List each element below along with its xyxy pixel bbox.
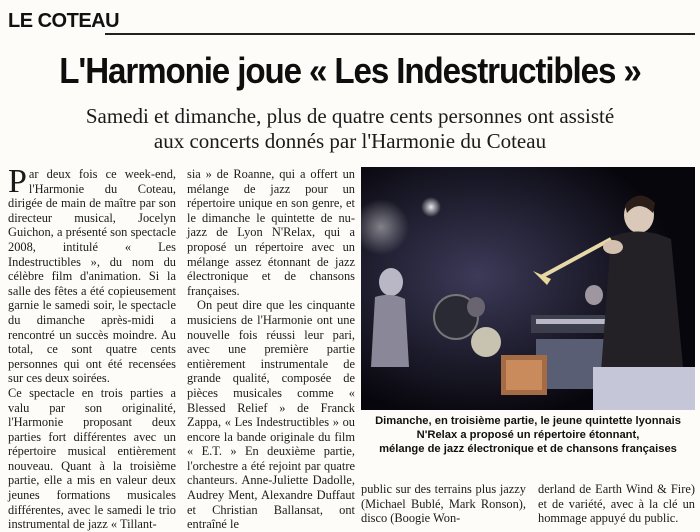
article-column-1 (8, 163, 176, 532)
concert-photo (361, 167, 695, 410)
deck-line-2: aux concerts donnés par l'Harmonie du Coteau (153, 129, 547, 153)
headline: L'Harmonie joue « Les Indestructibles » (59, 50, 641, 91)
photo-caption (361, 414, 695, 456)
article-paragraph-1 (8, 163, 176, 386)
article-column-3 (361, 482, 526, 526)
article-paragraph-5: public sur des terrains plus jazzy (Michael Bublé, Mark Ronson), disco (Boogie Won- (361, 482, 526, 526)
article-paragraph-4: On peut dire que les cinquante musiciens de l'Harmonie ont une nouvelle fois réussi leur pari, avec une première partie entièrement instrumentale de grande qualité, composée de pièces musicales comme « Blessed Relief » de Franck Zappa, « Les Indestructibles » ou encore la bande originale du film « E.T. » En deuxième partie, l'orchestre a été rejoint par quatre chanteurs. Anne-Juliette Dadolle, Audrey Ment, Alexandre Duffaut et Christian Ballansat, ont entraîné le (187, 298, 355, 532)
section-label: LE COTEAU (8, 10, 120, 32)
article-paragraph-6: derland de Earth Wind & Fire) et de variété, avec à la clé un hommage appuyé du public. (538, 482, 695, 526)
article-paragraph-2: Ce spectacle en trois parties a valu par son originalité, l'Harmonie proposant deux parties fort différentes avec un répertoire musical entièrement nouveau. Quant à la troisième partie, elle a mis en valeur deux jeunes formations musicales différentes, avec le samedi le trio instrumental de jazz « Tillant- (8, 385, 176, 532)
concert-photo-icon (361, 167, 695, 410)
article-paragraph-3: sia » de Roanne, qui a offert un mélange de jazz pour un répertoire unique en son genre, et le dimanche le quintette de nu-jazz de Lyon N'Relax, qui a proposé un répertoire avec un mélange assez étonnant de jazz électronique et de chansons françaises. (187, 167, 355, 298)
article-column-4 (538, 482, 695, 526)
article-column-2 (187, 167, 355, 532)
section-rule (105, 33, 695, 35)
deck-line-1: Samedi et dimanche, plus de quatre cents personnes ont assisté (85, 104, 615, 128)
deck (0, 104, 700, 154)
caption-line-2: N'Relax a proposé un répertoire étonnant, (416, 429, 640, 441)
caption-line-3: mélange de jazz électronique et de chansons françaises (379, 443, 677, 455)
lead-text: ar deux fois ce week-end, l'Harmonie du Coteau, dirigée de main de maître par son directeur musical, Jocelyn Guichon, a présenté son spectacle 2008, intitulé « Les Indestructibles », du nom du célèbre film d'animation. Si la salle des fêtes a été copieusement garnie le samedi soir, le spectacle du dimanche après-midi a rencontré un succès moindre. Au total, ce sont quatre cents personnes qui ont été recensées sur ces deux soirées. (8, 167, 176, 386)
caption-line-1: Dimanche, en troisième partie, le jeune quintette lyonnais (375, 415, 681, 427)
dropcap: P (8, 163, 27, 200)
